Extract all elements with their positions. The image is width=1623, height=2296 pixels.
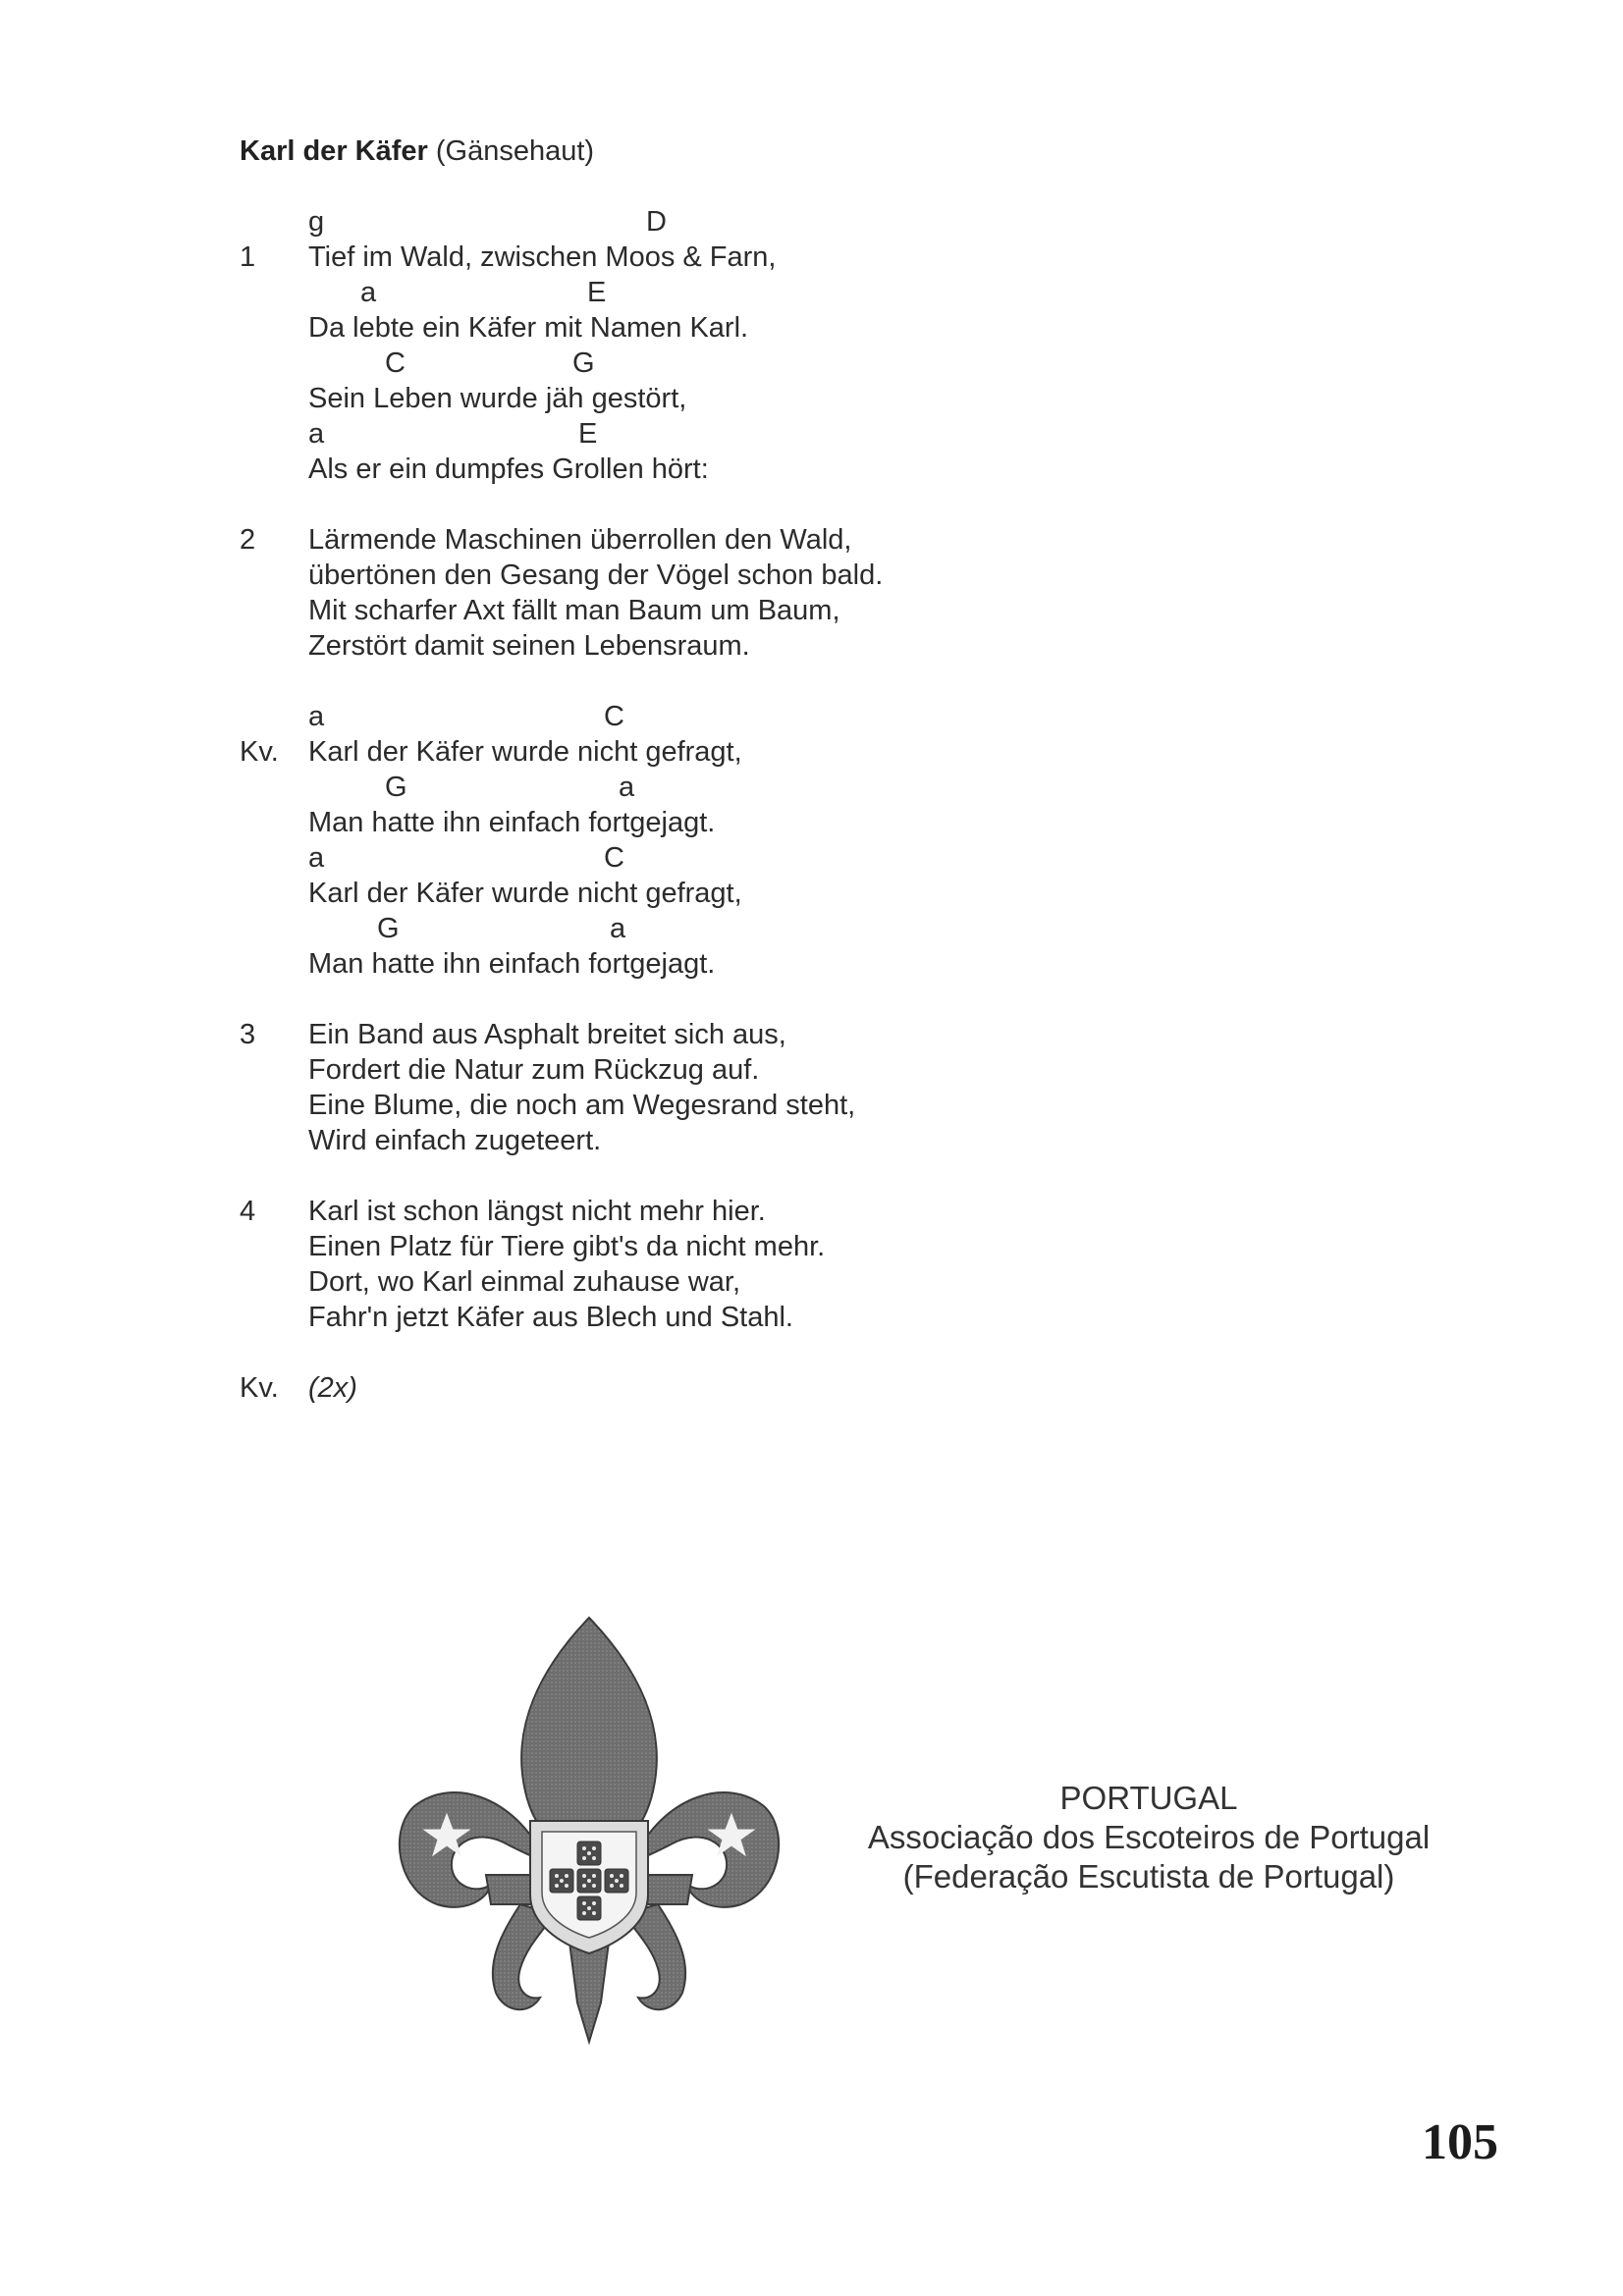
- association-federation: (Federação Escutista de Portugal): [902, 1858, 1395, 1895]
- lyric-line: Eine Blume, die noch am Wegesrand steht,: [308, 1090, 856, 1121]
- verse-number: 2: [240, 524, 256, 556]
- lyric-line: Als er ein dumpfes Grollen hört:: [308, 454, 709, 485]
- lyric-line: Man hatte ihn einfach fortgejagt.: [308, 948, 716, 980]
- lyric-line: Sein Leben wurde jäh gestört,: [308, 383, 687, 414]
- verse-number: 1: [240, 241, 256, 273]
- chord: C: [604, 701, 624, 732]
- refrain-label: Kv.: [240, 736, 279, 768]
- chord: a: [308, 842, 325, 874]
- chord: C: [604, 842, 624, 874]
- fleur-de-lis-with-portuguese-shield-icon: [393, 1610, 785, 2052]
- chord: a: [308, 701, 325, 732]
- lyric-line: Fahr'n jetzt Käfer aus Blech und Stahl.: [308, 1302, 793, 1333]
- page-number: 105: [1422, 2114, 1498, 2170]
- lyric-line: Karl der Käfer wurde nicht gefragt,: [308, 736, 742, 768]
- lyric-line: Mit scharfer Axt fällt man Baum um Baum,: [308, 595, 840, 626]
- association-name: Associação dos Escoteiros de Portugal: [867, 1819, 1431, 1855]
- refrain-label: Kv.: [240, 1372, 279, 1404]
- lyric-line: Ein Band aus Asphalt breitet sich aus,: [308, 1019, 786, 1050]
- chord: E: [578, 418, 598, 450]
- chord: G: [377, 913, 400, 944]
- lyric-line: Da lebte ein Käfer mit Namen Karl.: [308, 312, 749, 344]
- chord: a: [619, 772, 635, 803]
- lyric-line: Karl der Käfer wurde nicht gefragt,: [308, 878, 742, 909]
- song-title: [240, 133, 594, 169]
- chord: E: [587, 277, 607, 308]
- song-title-main: Karl der Käfer: [240, 135, 428, 167]
- lyric-line: Tief im Wald, zwischen Moos & Farn,: [308, 241, 777, 273]
- lyric-line: Karl ist schon längst nicht mehr hier.: [308, 1196, 766, 1227]
- lyric-line: Zerstört damit seinen Lebensraum.: [308, 630, 750, 662]
- chord: G: [385, 772, 407, 803]
- lyric-line: übertönen den Gesang der Vögel schon bald.: [308, 560, 884, 591]
- lyric-line: Wird einfach zugeteert.: [308, 1125, 602, 1156]
- song-subtitle: (Gänsehaut): [435, 135, 595, 167]
- association-country: PORTUGAL: [1059, 1780, 1238, 1816]
- verse-number: 4: [240, 1196, 256, 1227]
- chord: a: [308, 418, 325, 450]
- chord: a: [360, 277, 377, 308]
- chord: g: [308, 206, 325, 238]
- lyric-line: Dort, wo Karl einmal zuhause war,: [308, 1266, 741, 1298]
- association-info: [835, 1779, 1463, 1896]
- lyric-line: Man hatte ihn einfach fortgejagt.: [308, 807, 716, 838]
- verse-number: 3: [240, 1019, 256, 1050]
- chord: C: [385, 347, 406, 379]
- lyric-line: Fordert die Natur zum Rückzug auf.: [308, 1054, 760, 1086]
- lyric-line: Einen Platz für Tiere gibt's da nicht mehr.: [308, 1231, 826, 1262]
- lyric-line: Lärmende Maschinen überrollen den Wald,: [308, 524, 852, 556]
- chord: G: [572, 347, 595, 379]
- chord: a: [610, 913, 626, 944]
- chord: D: [646, 206, 667, 238]
- refrain-repeat-note: (2x): [308, 1372, 357, 1404]
